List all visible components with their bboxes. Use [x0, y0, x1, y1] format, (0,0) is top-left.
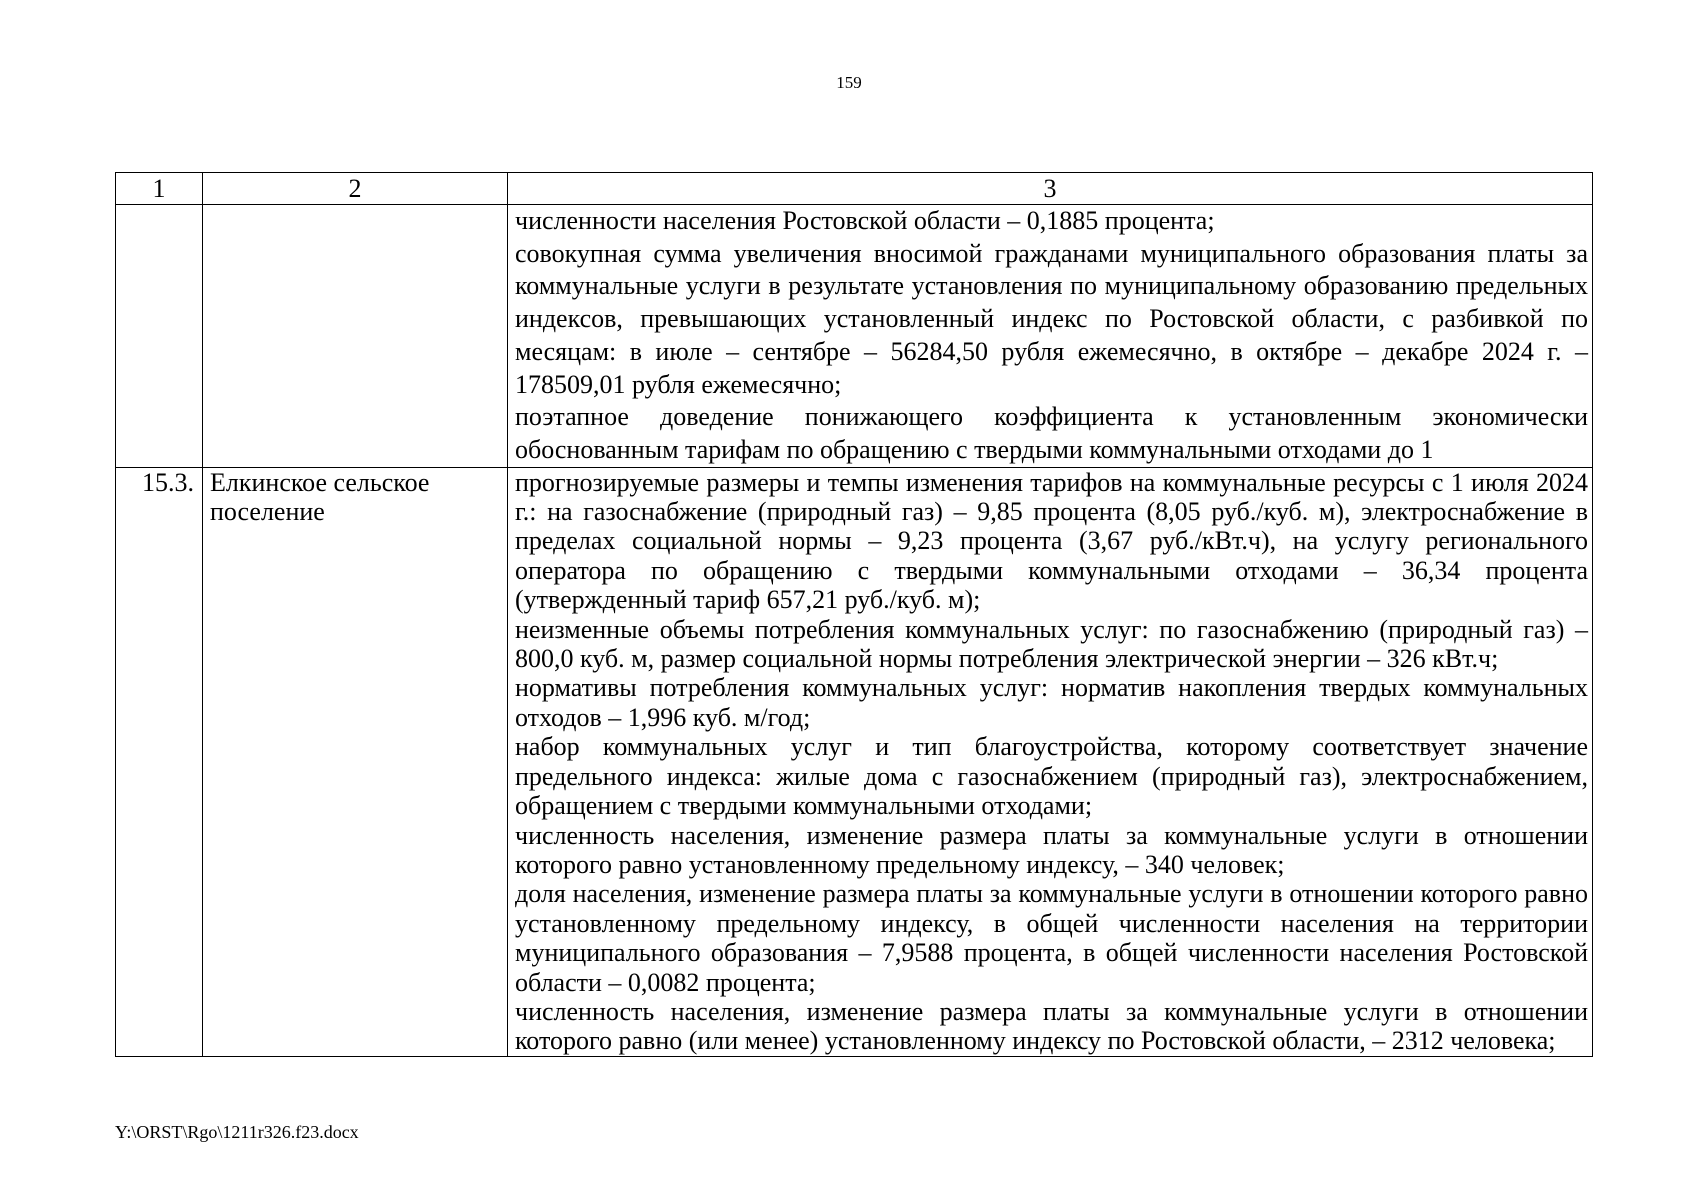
- description-paragraph: численность населения, изменение размера платы за коммунальные услуги в отношении которого равно (или менее) установленному индексу по Ростовской области, – 2312 человека;: [515, 996, 1588, 1056]
- row-number-cell: 15.3.: [116, 467, 203, 1056]
- column-header-3: 3: [508, 173, 1593, 205]
- description-paragraph: неизменные объемы потребления коммунальных услуг: по газоснабжению (природный газ) – 800,0 куб. м, размер социальной нормы потребления электрической энергии – 326 кВт.ч;: [515, 614, 1588, 674]
- file-path-footer: Y:\ORST\Rgo\1211r326.f23.docx: [115, 1122, 359, 1142]
- description-cell: [508, 467, 1593, 1056]
- column-header-1: 1: [116, 173, 203, 205]
- settlement-name-cell: [203, 205, 508, 468]
- description-paragraph: совокупная сумма увеличения вносимой гражданами муниципального образования платы за коммунальные услуги в результате установления по муниципальному образованию предельных индексов, превышающих установленный индекс по Ростовской области, с разбивкой по месяцам: в июле – сентябре – 56284,50 рубля ежемесячно, в октябре – декабре 2024 г. – 178509,01 рубля ежемесячно;: [515, 238, 1588, 399]
- table-row: [116, 205, 1593, 468]
- description-paragraph: нормативы потребления коммунальных услуг: норматив накопления твердых коммунальных отходов – 1,996 куб. м/год;: [515, 673, 1588, 732]
- table-row: [116, 467, 1593, 1056]
- page-number: 159: [836, 73, 862, 92]
- description-cell: [508, 205, 1593, 468]
- description-paragraph: доля населения, изменение размера платы за коммунальные услуги в отношении которого равно установленному предельному индексу, в общей численности населения на территории муниципального образования – 7,9588 процента, в общей численности населения Ростовской области – 0,0082 процента;: [515, 879, 1588, 997]
- data-table: [115, 172, 1593, 1057]
- description-paragraph: поэтапное доведение понижающего коэффициента к установленным экономически обоснованным тарифам по обращению с твердыми коммунальными отходами до 1: [515, 402, 1588, 464]
- table-header-row: [116, 173, 1593, 205]
- row-number-cell: [116, 205, 203, 468]
- description-paragraph: численности населения Ростовской области – 0,1885 процента;: [515, 206, 1215, 235]
- column-header-2: 2: [203, 173, 508, 205]
- description-paragraph: набор коммунальных услуг и тип благоустройства, которому соответствует значение предельного индекса: жилые дома с газоснабжением (природный газ), электроснабжением, обращением с твердыми коммунальными отходами;: [515, 732, 1588, 821]
- description-paragraph: численность населения, изменение размера платы за коммунальные услуги в отношении которого равно установленному предельному индексу, – 340 человек;: [515, 820, 1588, 879]
- settlement-name-cell: Елкинское сельское поселение: [203, 467, 508, 1056]
- description-paragraph: прогнозируемые размеры и темпы изменения тарифов на коммунальные ресурсы с 1 июля 2024 г.: на газоснабжение (природный газ) – 9,85 процента (8,05 руб./куб. м), электроснабжение в пределах социальной нормы – 9,23 процента (3,67 руб./кВт.ч), на услугу регионального оператора по обращению с твердыми коммунальными отходами – 36,34 процента (утвержденный тариф 657,21 руб./куб. м);: [515, 467, 1588, 615]
